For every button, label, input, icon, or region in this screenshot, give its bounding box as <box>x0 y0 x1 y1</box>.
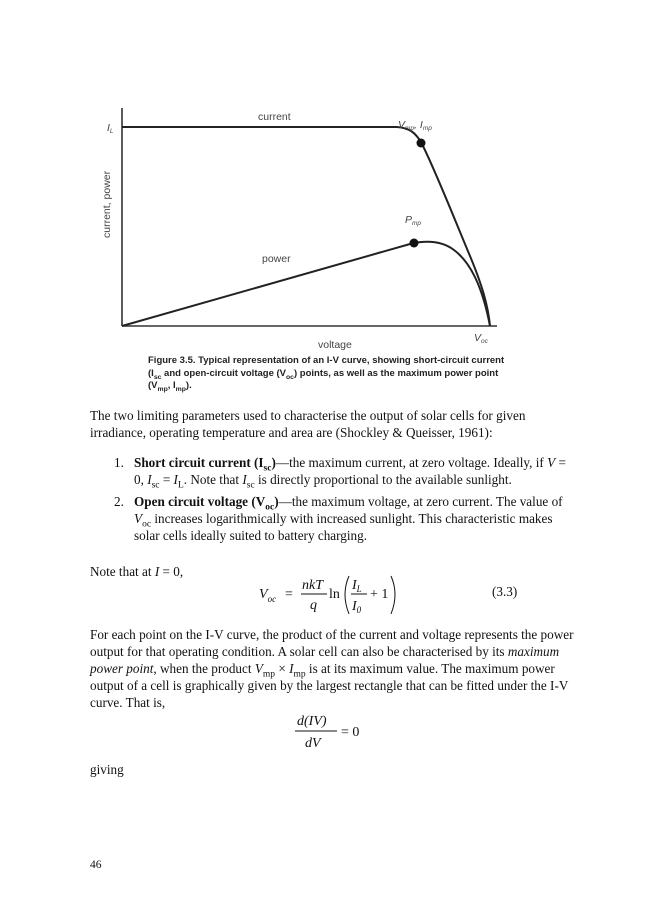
caption-line-2: ($I_{sc}$ and open-circuit voltage $(V_{oc})$ points, as well as the maximum power point <box>148 367 499 381</box>
eq-plus-one: + 1 <box>370 587 389 602</box>
list-number: 2. <box>114 494 124 509</box>
pmp-label: Pmp <box>405 214 422 227</box>
eq-equals: = <box>285 587 293 602</box>
voltage-label: voltage <box>318 339 352 351</box>
mpp-power-dot <box>410 239 419 248</box>
equation-number: (3.3) <box>492 584 518 599</box>
paragraph-limiting-parameters: The two limiting parameters used to characterise the output of solar cells for given irradiance, operating temperature and area are (Shockley & Queisser, 1961): <box>90 408 526 440</box>
eq-ln: ln <box>329 587 340 602</box>
caption-line-1: Figure 3.5. Typical representation of an I-V curve, showing short-circuit current <box>148 355 505 366</box>
y-axis-label: current, power <box>101 170 113 238</box>
il-label: IL <box>107 122 114 135</box>
eq-voc: $V_{oc}$ <box>259 587 277 604</box>
eq-il: $I_L$ <box>352 578 362 594</box>
voc-label: Voc <box>474 332 488 345</box>
equation-derivative <box>295 708 385 752</box>
page-number: 46 <box>90 859 102 871</box>
iv-curve-figure <box>92 100 512 355</box>
paragraph-giving: giving <box>90 762 124 777</box>
eq-dv: dV <box>305 736 321 751</box>
current-label: current <box>258 111 291 123</box>
equation-3-3 <box>255 568 415 622</box>
figure-caption <box>148 355 528 393</box>
caption-line-3: ($V_{mp}$, $I_{mp}$). <box>148 380 192 393</box>
eq-nkt: nkT <box>302 578 323 593</box>
paragraph-max-power: For each point on the I-V curve, the product of the current and voltage represents the power output for that operating condition. A solar cell can also be characterised by its maximum power point, when the product $V_{mp} \times I_{mp}$ is at its maximum value. The maximum power output of a cell is graphically given by the largest rectangle that can be fitted under the I-V curve. That is, <box>90 627 574 710</box>
vmp-imp-label: Vmp, Imp <box>398 119 432 132</box>
eq-q: q <box>310 598 317 613</box>
power-label: power <box>262 253 291 265</box>
list-item-short-circuit <box>114 454 576 491</box>
paragraph-note: Note that at I = 0, <box>90 564 184 579</box>
eq-d-iv: d(IV) <box>297 714 327 729</box>
list-item-body: Short circuit current $(I_{sc})—the$ maximum current, at zero voltage. Ideally, if V = 0, $I_{sc} = I_L$. Note that $I_{sc}$ is directly proportional to the available sunlight. <box>134 455 566 491</box>
current-curve <box>122 127 490 326</box>
eq-equals-zero: = 0 <box>341 725 360 740</box>
eq-i0: $I_0$ <box>352 599 362 615</box>
power-curve <box>122 242 490 326</box>
mpp-current-dot <box>417 139 426 148</box>
list-item-open-circuit <box>114 493 576 544</box>
list-number: 1. <box>114 455 124 470</box>
list-item-body: Open circuit voltage $(V_{oc})—the$ maximum voltage, at zero current. The value of $V_{oc}$ increases logarithmically with increased sunlight. This characteristic makes solar cells ideally suited to battery charging. <box>134 494 563 543</box>
